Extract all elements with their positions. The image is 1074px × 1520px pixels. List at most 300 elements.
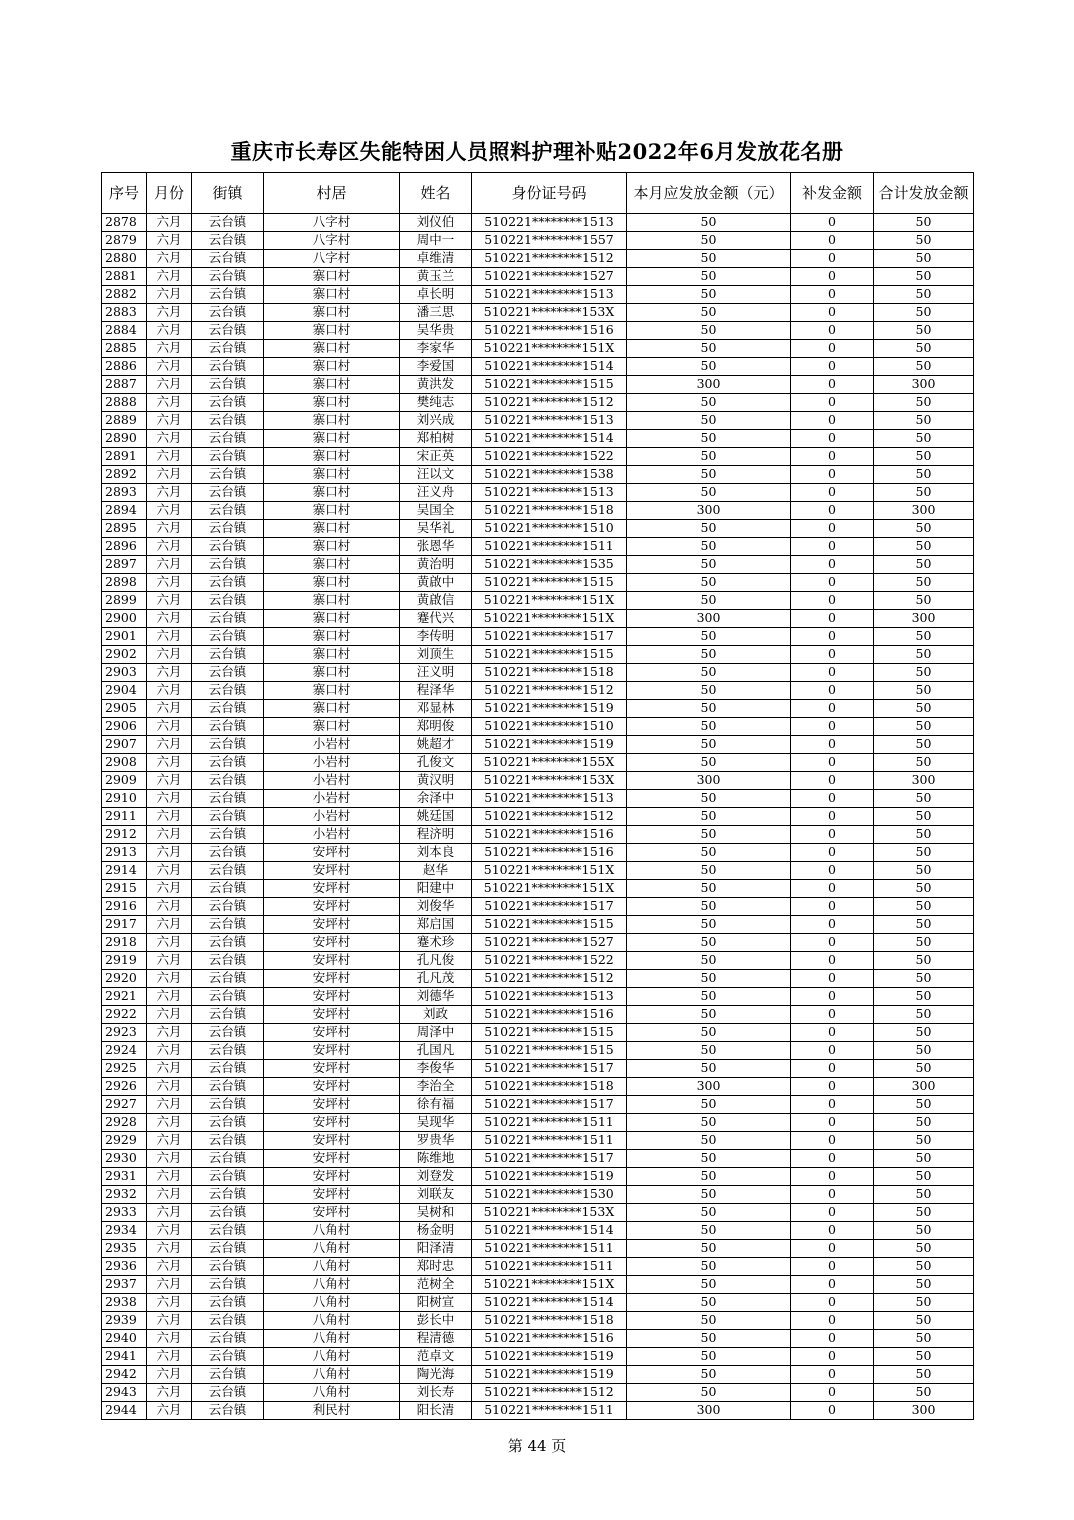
cell-town: 云台镇: [192, 556, 264, 574]
cell-name: 李传明: [400, 628, 472, 646]
cell-seq: 2902: [102, 646, 147, 664]
cell-supplement-amount: 0: [791, 574, 874, 592]
cell-id-number: 510221********1512: [472, 970, 627, 988]
cell-month: 六月: [147, 1006, 192, 1024]
cell-seq: 2922: [102, 1006, 147, 1024]
cell-supplement-amount: 0: [791, 682, 874, 700]
cell-seq: 2909: [102, 772, 147, 790]
cell-month: 六月: [147, 304, 192, 322]
cell-month: 六月: [147, 322, 192, 340]
cell-total-amount: 50: [874, 1384, 974, 1402]
cell-supplement-amount: 0: [791, 1330, 874, 1348]
cell-seq: 2879: [102, 232, 147, 250]
cell-village: 安坪村: [264, 1024, 400, 1042]
cell-supplement-amount: 0: [791, 628, 874, 646]
cell-name: 刘本良: [400, 844, 472, 862]
cell-seq: 2897: [102, 556, 147, 574]
cell-month: 六月: [147, 682, 192, 700]
cell-total-amount: 300: [874, 610, 974, 628]
cell-total-amount: 300: [874, 1078, 974, 1096]
cell-id-number: 510221********1522: [472, 952, 627, 970]
cell-supplement-amount: 0: [791, 394, 874, 412]
cell-supplement-amount: 0: [791, 1060, 874, 1078]
cell-monthly-amount: 300: [627, 610, 791, 628]
cell-seq: 2935: [102, 1240, 147, 1258]
table-row: [102, 700, 974, 718]
cell-id-number: 510221********1511: [472, 1402, 627, 1420]
cell-monthly-amount: 50: [627, 214, 791, 232]
cell-total-amount: 50: [874, 934, 974, 952]
cell-id-number: 510221********1514: [472, 1222, 627, 1240]
cell-seq: 2881: [102, 268, 147, 286]
cell-seq: 2910: [102, 790, 147, 808]
cell-monthly-amount: 50: [627, 646, 791, 664]
cell-month: 六月: [147, 376, 192, 394]
cell-id-number: 510221********1518: [472, 664, 627, 682]
cell-supplement-amount: 0: [791, 1114, 874, 1132]
cell-monthly-amount: 50: [627, 700, 791, 718]
cell-town: 云台镇: [192, 736, 264, 754]
cell-seq: 2903: [102, 664, 147, 682]
cell-supplement-amount: 0: [791, 1222, 874, 1240]
cell-month: 六月: [147, 970, 192, 988]
cell-total-amount: 50: [874, 304, 974, 322]
cell-supplement-amount: 0: [791, 1204, 874, 1222]
cell-id-number: 510221********1518: [472, 1078, 627, 1096]
cell-monthly-amount: 50: [627, 754, 791, 772]
cell-village: 寨口村: [264, 484, 400, 502]
cell-id-number: 510221********1535: [472, 556, 627, 574]
cell-month: 六月: [147, 628, 192, 646]
cell-seq: 2901: [102, 628, 147, 646]
cell-monthly-amount: 50: [627, 358, 791, 376]
cell-month: 六月: [147, 556, 192, 574]
cell-village: 寨口村: [264, 376, 400, 394]
table-row: [102, 412, 974, 430]
cell-monthly-amount: 50: [627, 682, 791, 700]
table-row: [102, 448, 974, 466]
cell-seq: 2920: [102, 970, 147, 988]
cell-month: 六月: [147, 1186, 192, 1204]
cell-village: 小岩村: [264, 790, 400, 808]
cell-town: 云台镇: [192, 628, 264, 646]
cell-town: 云台镇: [192, 304, 264, 322]
cell-monthly-amount: 50: [627, 286, 791, 304]
cell-town: 云台镇: [192, 808, 264, 826]
cell-supplement-amount: 0: [791, 556, 874, 574]
cell-total-amount: 50: [874, 430, 974, 448]
cell-monthly-amount: 50: [627, 430, 791, 448]
cell-total-amount: 50: [874, 340, 974, 358]
cell-id-number: 510221********1510: [472, 520, 627, 538]
cell-monthly-amount: 50: [627, 934, 791, 952]
cell-total-amount: 50: [874, 592, 974, 610]
cell-supplement-amount: 0: [791, 736, 874, 754]
cell-seq: 2944: [102, 1402, 147, 1420]
cell-total-amount: 300: [874, 502, 974, 520]
cell-name: 杨金明: [400, 1222, 472, 1240]
table-row: [102, 322, 974, 340]
table-row: [102, 376, 974, 394]
cell-month: 六月: [147, 1348, 192, 1366]
document-title: 重庆市长寿区失能特困人员照料护理补贴2022年6月发放花名册: [230, 139, 844, 164]
cell-town: 云台镇: [192, 1366, 264, 1384]
cell-id-number: 510221********1517: [472, 898, 627, 916]
cell-total-amount: 50: [874, 1024, 974, 1042]
cell-village: 寨口村: [264, 466, 400, 484]
cell-name: 宋正英: [400, 448, 472, 466]
cell-supplement-amount: 0: [791, 1150, 874, 1168]
cell-month: 六月: [147, 1312, 192, 1330]
cell-month: 六月: [147, 1024, 192, 1042]
cell-supplement-amount: 0: [791, 1402, 874, 1420]
cell-monthly-amount: 50: [627, 538, 791, 556]
cell-seq: 2889: [102, 412, 147, 430]
cell-supplement-amount: 0: [791, 772, 874, 790]
cell-total-amount: 50: [874, 1096, 974, 1114]
table-row: [102, 574, 974, 592]
cell-month: 六月: [147, 1276, 192, 1294]
cell-id-number: 510221********1516: [472, 826, 627, 844]
cell-seq: 2914: [102, 862, 147, 880]
cell-total-amount: 50: [874, 1132, 974, 1150]
cell-total-amount: 50: [874, 1294, 974, 1312]
cell-seq: 2887: [102, 376, 147, 394]
header-seq: 序号: [102, 173, 147, 214]
cell-id-number: 510221********1517: [472, 1060, 627, 1078]
cell-name: 刘顶生: [400, 646, 472, 664]
cell-name: 阳树宣: [400, 1294, 472, 1312]
cell-name: 彭长中: [400, 1312, 472, 1330]
cell-name: 汪义舟: [400, 484, 472, 502]
cell-monthly-amount: 50: [627, 1186, 791, 1204]
cell-village: 八角村: [264, 1384, 400, 1402]
cell-monthly-amount: 50: [627, 916, 791, 934]
cell-town: 云台镇: [192, 268, 264, 286]
cell-monthly-amount: 50: [627, 448, 791, 466]
cell-id-number: 510221********1515: [472, 916, 627, 934]
table-row: [102, 1096, 974, 1114]
cell-name: 程泽华: [400, 682, 472, 700]
cell-month: 六月: [147, 502, 192, 520]
cell-town: 云台镇: [192, 394, 264, 412]
cell-supplement-amount: 0: [791, 286, 874, 304]
cell-supplement-amount: 0: [791, 700, 874, 718]
cell-town: 云台镇: [192, 466, 264, 484]
cell-seq: 2890: [102, 430, 147, 448]
cell-seq: 2939: [102, 1312, 147, 1330]
cell-seq: 2932: [102, 1186, 147, 1204]
cell-monthly-amount: 50: [627, 340, 791, 358]
cell-total-amount: 50: [874, 718, 974, 736]
cell-id-number: 510221********1557: [472, 232, 627, 250]
cell-seq: 2892: [102, 466, 147, 484]
cell-monthly-amount: 50: [627, 1096, 791, 1114]
cell-name: 孔凡俊: [400, 952, 472, 970]
cell-month: 六月: [147, 286, 192, 304]
cell-town: 云台镇: [192, 1096, 264, 1114]
cell-month: 六月: [147, 484, 192, 502]
cell-total-amount: 50: [874, 952, 974, 970]
cell-month: 六月: [147, 646, 192, 664]
cell-village: 小岩村: [264, 808, 400, 826]
cell-seq: 2933: [102, 1204, 147, 1222]
table-row: [102, 646, 974, 664]
cell-month: 六月: [147, 1294, 192, 1312]
cell-monthly-amount: 50: [627, 952, 791, 970]
cell-village: 八角村: [264, 1348, 400, 1366]
cell-seq: 2921: [102, 988, 147, 1006]
cell-name: 郑启国: [400, 916, 472, 934]
cell-name: 郑时忠: [400, 1258, 472, 1276]
cell-id-number: 510221********1511: [472, 1258, 627, 1276]
cell-id-number: 510221********1517: [472, 1150, 627, 1168]
cell-id-number: 510221********1519: [472, 1366, 627, 1384]
cell-village: 安坪村: [264, 1186, 400, 1204]
table-row: [102, 790, 974, 808]
cell-id-number: 510221********1515: [472, 646, 627, 664]
cell-total-amount: 50: [874, 1114, 974, 1132]
cell-name: 黄治明: [400, 556, 472, 574]
cell-village: 安坪村: [264, 898, 400, 916]
cell-name: 余泽中: [400, 790, 472, 808]
cell-name: 吴华贵: [400, 322, 472, 340]
cell-name: 孔国凡: [400, 1042, 472, 1060]
cell-village: 寨口村: [264, 448, 400, 466]
cell-name: 黄汉明: [400, 772, 472, 790]
cell-name: 黄啟中: [400, 574, 472, 592]
table-row: [102, 934, 974, 952]
cell-total-amount: 50: [874, 916, 974, 934]
cell-seq: 2919: [102, 952, 147, 970]
cell-total-amount: 50: [874, 538, 974, 556]
cell-total-amount: 300: [874, 1402, 974, 1420]
table-row: [102, 556, 974, 574]
cell-village: 八字村: [264, 214, 400, 232]
cell-name: 汪义明: [400, 664, 472, 682]
cell-town: 云台镇: [192, 484, 264, 502]
cell-total-amount: 50: [874, 628, 974, 646]
cell-village: 安坪村: [264, 1060, 400, 1078]
cell-town: 云台镇: [192, 592, 264, 610]
cell-seq: 2886: [102, 358, 147, 376]
cell-village: 安坪村: [264, 988, 400, 1006]
cell-supplement-amount: 0: [791, 268, 874, 286]
cell-town: 云台镇: [192, 214, 264, 232]
cell-supplement-amount: 0: [791, 1078, 874, 1096]
table-row: [102, 898, 974, 916]
cell-name: 张恩华: [400, 538, 472, 556]
cell-village: 寨口村: [264, 412, 400, 430]
cell-total-amount: 50: [874, 1168, 974, 1186]
cell-supplement-amount: 0: [791, 214, 874, 232]
cell-village: 寨口村: [264, 286, 400, 304]
cell-town: 云台镇: [192, 844, 264, 862]
cell-month: 六月: [147, 880, 192, 898]
cell-total-amount: 50: [874, 322, 974, 340]
cell-id-number: 510221********151X: [472, 340, 627, 358]
table-row: [102, 1348, 974, 1366]
cell-name: 刘联友: [400, 1186, 472, 1204]
cell-seq: 2912: [102, 826, 147, 844]
cell-total-amount: 50: [874, 826, 974, 844]
cell-supplement-amount: 0: [791, 520, 874, 538]
cell-name: 刘登发: [400, 1168, 472, 1186]
cell-monthly-amount: 50: [627, 574, 791, 592]
cell-town: 云台镇: [192, 286, 264, 304]
cell-town: 云台镇: [192, 1348, 264, 1366]
cell-supplement-amount: 0: [791, 844, 874, 862]
cell-village: 安坪村: [264, 970, 400, 988]
cell-village: 八字村: [264, 232, 400, 250]
cell-total-amount: 50: [874, 862, 974, 880]
header-name: 姓名: [400, 173, 472, 214]
cell-monthly-amount: 50: [627, 484, 791, 502]
cell-village: 安坪村: [264, 1006, 400, 1024]
table-row: [102, 988, 974, 1006]
cell-name: 蹇代兴: [400, 610, 472, 628]
cell-seq: 2913: [102, 844, 147, 862]
cell-id-number: 510221********1513: [472, 790, 627, 808]
cell-town: 云台镇: [192, 448, 264, 466]
cell-town: 云台镇: [192, 880, 264, 898]
cell-month: 六月: [147, 1240, 192, 1258]
cell-seq: 2928: [102, 1114, 147, 1132]
cell-id-number: 510221********1512: [472, 250, 627, 268]
cell-monthly-amount: 50: [627, 268, 791, 286]
cell-monthly-amount: 300: [627, 376, 791, 394]
cell-town: 云台镇: [192, 502, 264, 520]
cell-supplement-amount: 0: [791, 448, 874, 466]
cell-month: 六月: [147, 1330, 192, 1348]
cell-month: 六月: [147, 448, 192, 466]
cell-id-number: 510221********1538: [472, 466, 627, 484]
cell-name: 李治全: [400, 1078, 472, 1096]
table-row: [102, 1330, 974, 1348]
cell-month: 六月: [147, 574, 192, 592]
cell-village: 安坪村: [264, 1150, 400, 1168]
cell-village: 安坪村: [264, 1078, 400, 1096]
table-row: [102, 1186, 974, 1204]
cell-id-number: 510221********1530: [472, 1186, 627, 1204]
cell-town: 云台镇: [192, 826, 264, 844]
cell-total-amount: 50: [874, 520, 974, 538]
cell-village: 小岩村: [264, 736, 400, 754]
cell-town: 云台镇: [192, 412, 264, 430]
cell-name: 周泽中: [400, 1024, 472, 1042]
cell-monthly-amount: 50: [627, 826, 791, 844]
cell-town: 云台镇: [192, 1240, 264, 1258]
cell-town: 云台镇: [192, 520, 264, 538]
cell-id-number: 510221********1514: [472, 1294, 627, 1312]
table-header-row: [102, 173, 974, 214]
table-row: [102, 1150, 974, 1168]
cell-id-number: 510221********1511: [472, 1114, 627, 1132]
cell-name: 陈维地: [400, 1150, 472, 1168]
cell-month: 六月: [147, 808, 192, 826]
cell-village: 寨口村: [264, 610, 400, 628]
cell-town: 云台镇: [192, 610, 264, 628]
roster-table: [101, 172, 974, 1420]
table-row: [102, 592, 974, 610]
cell-name: 潘三思: [400, 304, 472, 322]
cell-seq: 2908: [102, 754, 147, 772]
cell-monthly-amount: 50: [627, 1204, 791, 1222]
cell-seq: 2904: [102, 682, 147, 700]
cell-supplement-amount: 0: [791, 1348, 874, 1366]
table-row: [102, 484, 974, 502]
cell-seq: 2884: [102, 322, 147, 340]
cell-monthly-amount: 50: [627, 862, 791, 880]
cell-village: 寨口村: [264, 718, 400, 736]
cell-id-number: 510221********1518: [472, 502, 627, 520]
cell-name: 黄玉兰: [400, 268, 472, 286]
cell-seq: 2911: [102, 808, 147, 826]
cell-town: 云台镇: [192, 988, 264, 1006]
cell-id-number: 510221********1519: [472, 700, 627, 718]
cell-month: 六月: [147, 538, 192, 556]
cell-month: 六月: [147, 1042, 192, 1060]
cell-town: 云台镇: [192, 664, 264, 682]
cell-total-amount: 50: [874, 808, 974, 826]
cell-supplement-amount: 0: [791, 808, 874, 826]
cell-town: 云台镇: [192, 376, 264, 394]
cell-name: 程清德: [400, 1330, 472, 1348]
cell-supplement-amount: 0: [791, 592, 874, 610]
cell-total-amount: 50: [874, 1204, 974, 1222]
cell-town: 云台镇: [192, 1006, 264, 1024]
cell-monthly-amount: 50: [627, 322, 791, 340]
cell-name: 刘俊华: [400, 898, 472, 916]
cell-total-amount: 50: [874, 574, 974, 592]
cell-village: 寨口村: [264, 340, 400, 358]
table-row: [102, 1294, 974, 1312]
cell-monthly-amount: 300: [627, 772, 791, 790]
cell-seq: 2906: [102, 718, 147, 736]
cell-name: 刘兴成: [400, 412, 472, 430]
table-row: [102, 718, 974, 736]
cell-monthly-amount: 50: [627, 1132, 791, 1150]
cell-month: 六月: [147, 736, 192, 754]
cell-village: 寨口村: [264, 430, 400, 448]
cell-supplement-amount: 0: [791, 304, 874, 322]
cell-village: 八角村: [264, 1240, 400, 1258]
cell-monthly-amount: 50: [627, 394, 791, 412]
cell-name: 陶光海: [400, 1366, 472, 1384]
cell-total-amount: 50: [874, 1348, 974, 1366]
cell-total-amount: 50: [874, 484, 974, 502]
cell-supplement-amount: 0: [791, 1312, 874, 1330]
cell-total-amount: 50: [874, 1060, 974, 1078]
table-row: [102, 916, 974, 934]
cell-id-number: 510221********1513: [472, 412, 627, 430]
cell-village: 安坪村: [264, 1096, 400, 1114]
cell-town: 云台镇: [192, 970, 264, 988]
cell-seq: 2927: [102, 1096, 147, 1114]
table-row: [102, 1078, 974, 1096]
cell-village: 八角村: [264, 1276, 400, 1294]
cell-id-number: 510221********1519: [472, 1348, 627, 1366]
cell-supplement-amount: 0: [791, 1258, 874, 1276]
cell-total-amount: 50: [874, 268, 974, 286]
cell-village: 寨口村: [264, 646, 400, 664]
cell-name: 程济明: [400, 826, 472, 844]
cell-name: 吴树和: [400, 1204, 472, 1222]
cell-town: 云台镇: [192, 1024, 264, 1042]
table-row: [102, 304, 974, 322]
cell-supplement-amount: 0: [791, 250, 874, 268]
cell-supplement-amount: 0: [791, 232, 874, 250]
